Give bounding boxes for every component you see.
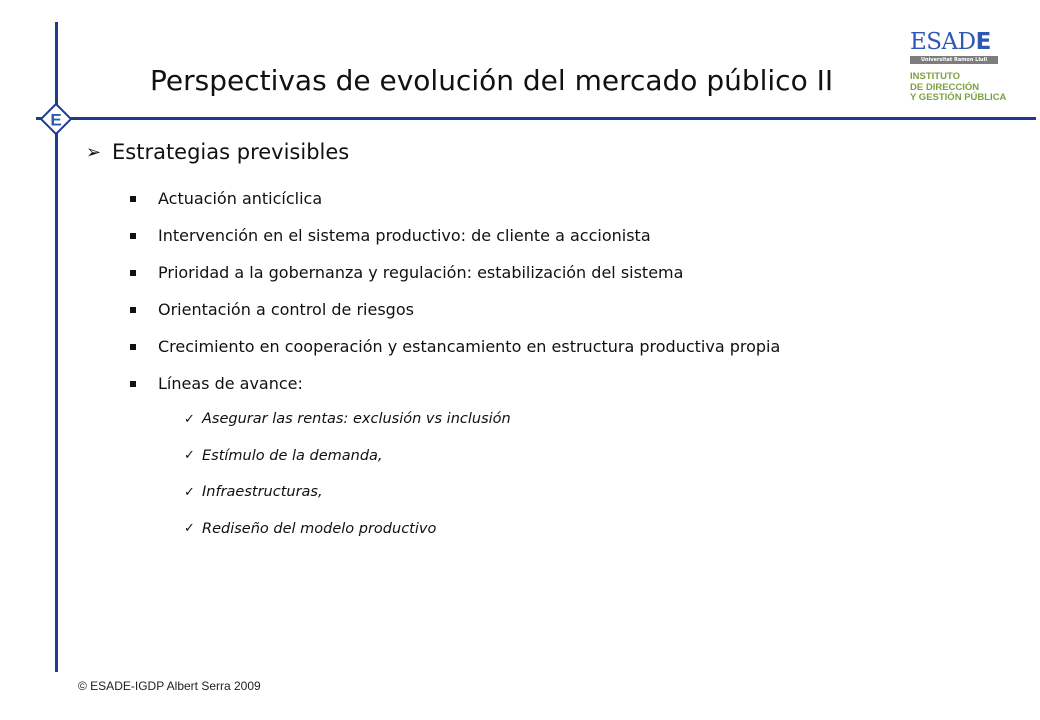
square-bullet-icon (130, 270, 136, 276)
list-item-text: Prioridad a la gobernanza y regulación: estabilización del sistema (158, 263, 684, 282)
sub-list-item-text: Rediseño del modelo productivo (202, 520, 437, 537)
side-mark-letter: E (50, 110, 62, 130)
list-item (130, 291, 780, 328)
list-item (130, 180, 780, 217)
slide-title: Perspectivas de evolución del mercado público II (150, 64, 834, 97)
list-item-text: Intervención en el sistema productivo: de cliente a accionista (158, 226, 651, 245)
square-bullet-icon (130, 381, 136, 387)
sub-list-item-text: Asegurar las rentas: exclusión vs inclusión (202, 411, 511, 428)
square-bullet-icon (130, 233, 136, 239)
footer-copyright: © ESADE-IGDP Albert Serra 2009 (78, 679, 261, 693)
square-bullet-icon (130, 196, 136, 202)
sub-list-item (184, 474, 511, 511)
list-item-text: Líneas de avance: (158, 374, 303, 393)
sub-list-item (184, 511, 511, 548)
logo-wordmark-last: E (975, 29, 991, 55)
checkmark-icon: ✓ (184, 484, 195, 500)
arrow-bullet-icon: ➢ (86, 141, 102, 163)
square-bullet-icon (130, 344, 136, 350)
sub-list-item (184, 401, 511, 438)
list-item (130, 217, 780, 254)
checkmark-icon: ✓ (184, 448, 195, 464)
square-bullet-icon (130, 307, 136, 313)
list-item-text: Orientación a control de riesgos (158, 300, 414, 319)
sub-list-item-text: Estímulo de la demanda, (202, 447, 383, 464)
logo-wordmark-main: ESAD (910, 29, 976, 55)
section-heading-text: Estrategias previsibles (112, 140, 350, 164)
list-item-text: Crecimiento en cooperación y estancamiento en estructura productiva propia (158, 337, 781, 356)
list-item (130, 365, 780, 402)
section-heading (86, 140, 349, 164)
esade-logo (910, 30, 1010, 104)
list-item (130, 328, 780, 365)
logo-institute-line: INSTITUTO (910, 71, 960, 82)
checkmark-icon: ✓ (184, 521, 195, 537)
sub-list-item-text: Infraestructuras, (202, 484, 323, 501)
esade-e-mark-icon (40, 103, 72, 135)
logo-institute-line: Y GESTIÓN PÚBLICA (910, 92, 1007, 103)
logo-university-bar: Universitat Ramon Llull (910, 56, 998, 64)
bullet-list (130, 180, 780, 402)
logo-wordmark (910, 30, 1010, 54)
sub-list-item (184, 438, 511, 475)
logo-institute (910, 72, 1010, 104)
sub-bullet-list (184, 401, 511, 547)
checkmark-icon: ✓ (184, 411, 195, 427)
list-item-text: Actuación anticíclica (158, 189, 323, 208)
logo-institute-line: DE DIRECCIÓN (910, 81, 980, 93)
list-item (130, 254, 780, 291)
frame-horizontal-line (36, 117, 1036, 120)
